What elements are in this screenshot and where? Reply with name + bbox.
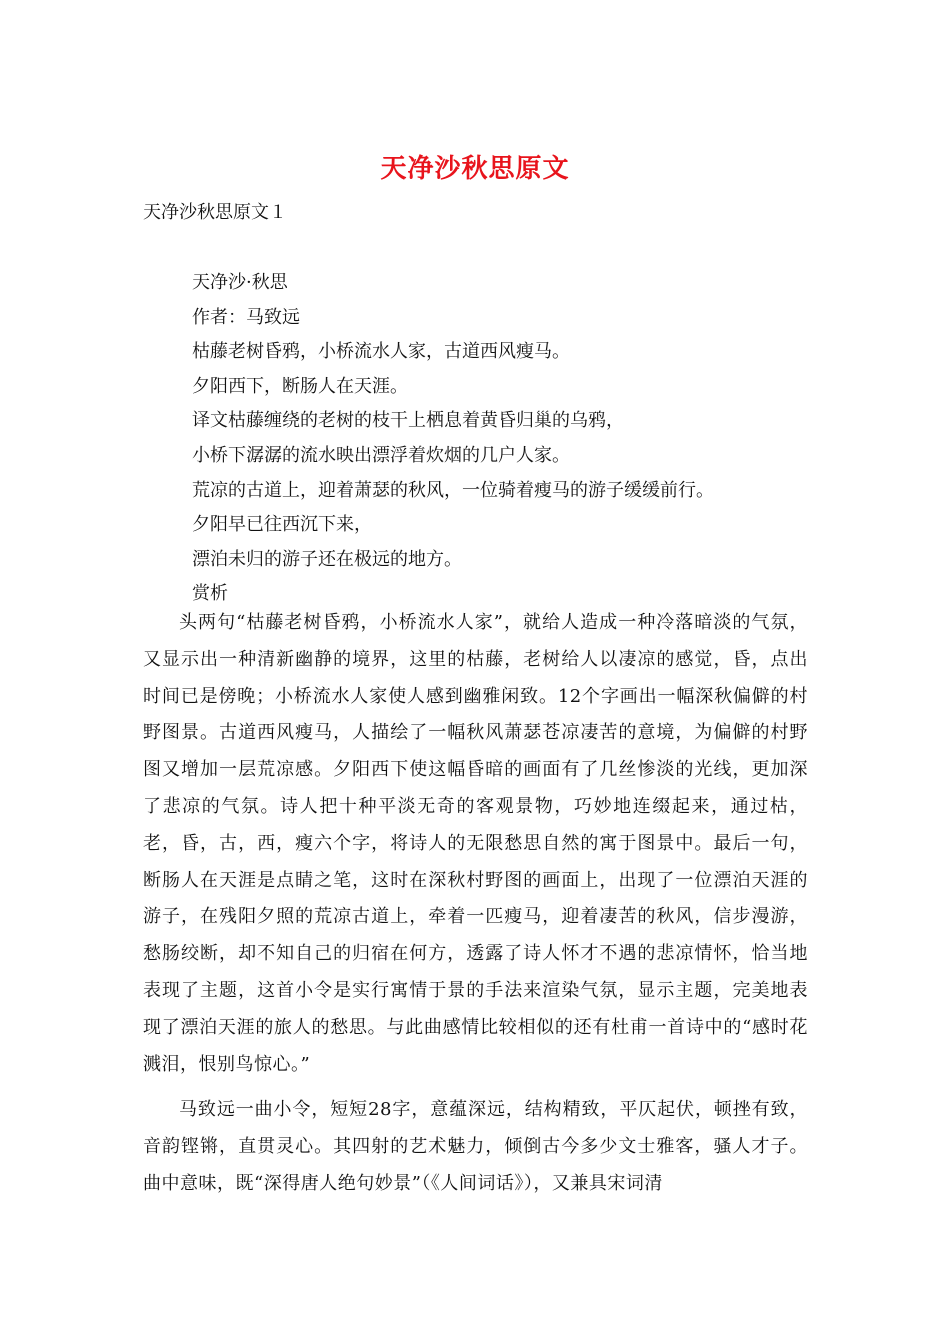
- poem-line: 译文枯藤缠绕的老树的枝干上栖息着黄昏归巢的乌鸦，: [192, 410, 624, 432]
- analysis-paragraph: 头两句“枯藤老树昏鸦，小桥流水人家”，就给人造成一种冷落暗淡的气氛，又显示出一种清新幽静的境界，这里的枯藤，老树给人以凄凉的感觉，昏，点出时间已是傍晚；小桥流水人家使人感到幽雅闲致。12个字画出一幅深秋偏僻的村野图景。古道西风瘦马，人描绘了一幅秋风萧瑟苍凉凄苦的意境，为偏僻的村野图又增加一层荒凉感。夕阳西下使这幅昏暗的画面有了几丝惨淡的光线，更加深了悲凉的气氛。诗人把十种平淡无奇的客观景物，巧妙地连缀起来，通过枯，老，昏，古，西，瘦六个字，将诗人的无限愁思自然的寓于图景中。最后一句，断肠人在天涯是点睛之笔，这时在深秋村野图的画面上，出现了一位漂泊天涯的游子，在残阳夕照的荒凉古道上，牵着一匹瘦马，迎着凄苦的秋风，信步漫游，愁肠绞断，却不知自己的归宿在何方，透露了诗人怀才不遇的悲凉情怀，恰当地表现了主题，这首小令是实行寓情于景的手法来渲染气氛，显示主题，完美地表现了漂泊天涯的旅人的愁思。与此曲感情比较相似的还有杜甫一首诗中的“感时花溅泪，恨别鸟惊心。”: [143, 612, 808, 1075]
- poem-line: 小桥下潺潺的流水映出漂浮着炊烟的几户人家。: [192, 444, 570, 466]
- document-title: 天净沙秋思原文: [380, 154, 570, 184]
- poem-line: 夕阳西下，断肠人在天涯。: [192, 375, 408, 397]
- analysis-paragraph: 马致远一曲小令，短短28字，意蕴深远，结构精致，平仄起伏，顿挫有致，音韵铿锵，直贯灵心。其四射的艺术魅力，倾倒古今多少文士雅客，骚人才子。曲中意味，既“深得唐人绝句妙景”（《人间词话》），又兼具宋词清: [143, 1099, 808, 1194]
- poem-line: 漂泊未归的游子还在极远的地方。: [192, 548, 462, 570]
- poem-line: 荒凉的古道上，迎着萧瑟的秋风，一位骑着瘦马的游子缓缓前行。: [192, 479, 714, 501]
- poem-block: [192, 266, 832, 612]
- section-heading: 天净沙秋思原文１: [143, 202, 287, 223]
- poem-line: 作者：马致远: [192, 306, 300, 328]
- poem-line: 天净沙·秋思: [192, 272, 288, 293]
- poem-line: 夕阳早已往西沉下来，: [192, 514, 372, 536]
- poem-line: 枯藤老树昏鸦，小桥流水人家，古道西风瘦马。: [192, 341, 570, 363]
- poem-line: 赏析: [192, 583, 228, 605]
